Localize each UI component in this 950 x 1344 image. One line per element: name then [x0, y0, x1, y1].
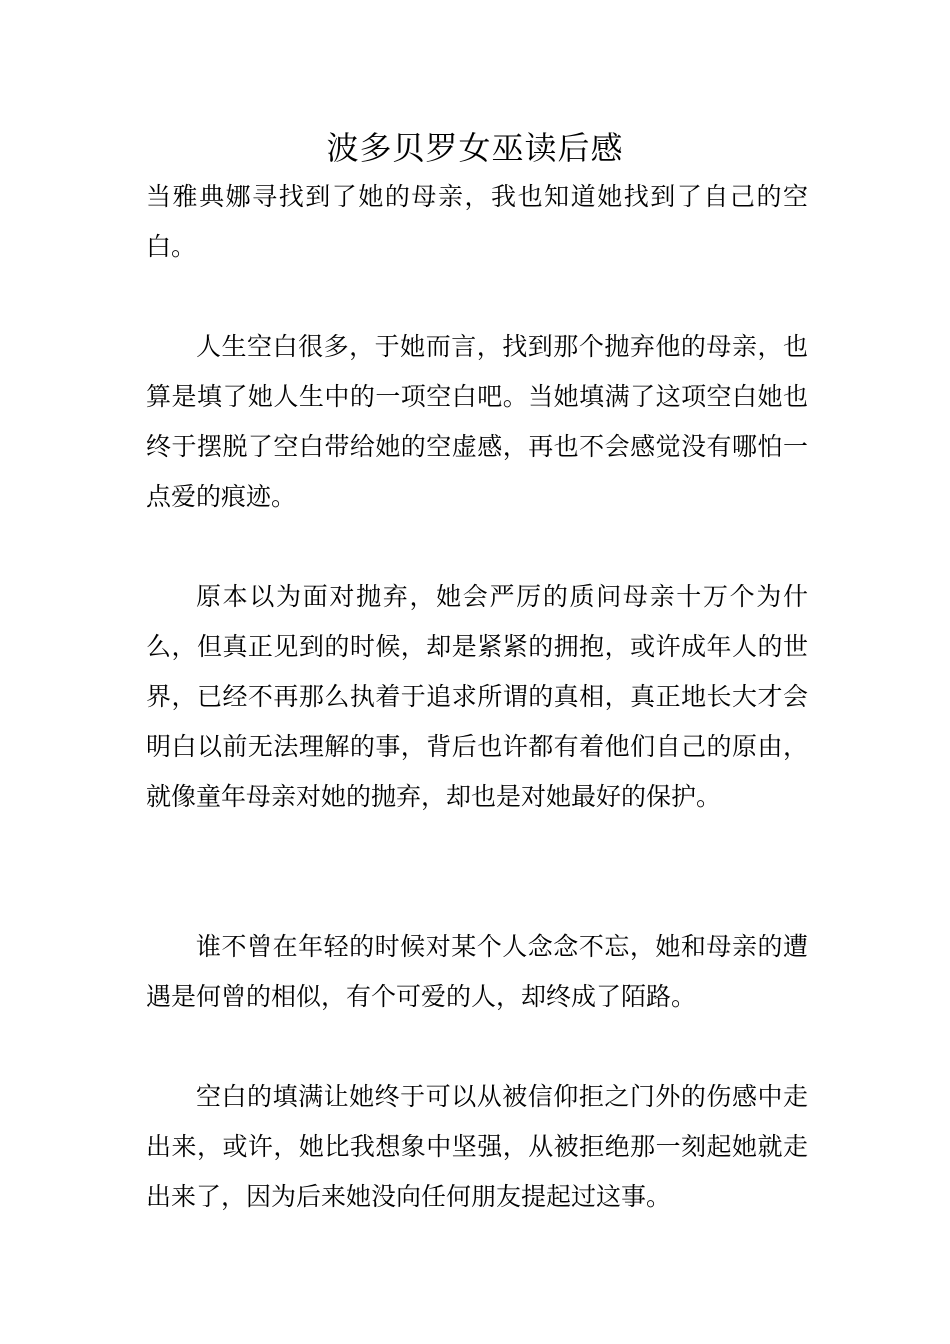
paragraph-spacer [146, 272, 808, 322]
page-title: 波多贝罗女巫读后感 [326, 129, 624, 167]
paragraph-2: 人生空白很多，于她而言，找到那个抛弃他的母亲，也算是填了她人生中的一项空白吧。当她填满了这项空白她也终于摆脱了空白带给她的空虚感，再也不会感觉没有哪怕一点爱的痕迹。 [146, 332, 808, 511]
document-body [146, 172, 808, 1222]
paragraph-spacer [146, 1022, 808, 1072]
paragraph-3: 原本以为面对抛弃，她会严厉的质问母亲十万个为什么，但真正见到的时候，却是紧紧的拥抱，或许成年人的世界，已经不再那么执着于追求所谓的真相，真正地长大才会明白以前无法理解的事，背后也许都有着他们自己的原由，就像童年母亲对她的抛弃，却也是对她最好的保护。 [146, 582, 808, 811]
paragraph-5: 空白的填满让她终于可以从被信仰拒之门外的伤感中走出来，或许，她比我想象中坚强，从被拒绝那一刻起她就走出来了，因为后来她没向任何朋友提起过这事。 [146, 1082, 808, 1211]
paragraph-1: 当雅典娜寻找到了她的母亲，我也知道她找到了自己的空白。 [146, 182, 808, 261]
paragraph-spacer [146, 822, 808, 922]
paragraph-4: 谁不曾在年轻的时候对某个人念念不忘，她和母亲的遭遇是何曾的相似，有个可爱的人，却终成了陌路。 [146, 932, 808, 1011]
paragraph-spacer [146, 522, 808, 572]
